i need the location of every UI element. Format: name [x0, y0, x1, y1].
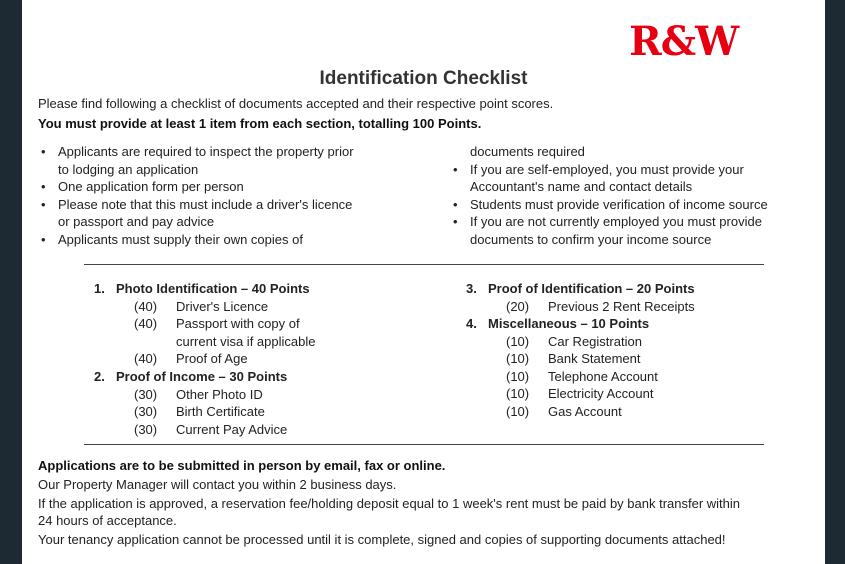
list-item — [466, 298, 695, 316]
item-points: (40) — [134, 298, 158, 314]
footer-line: Our Property Manager will contact you within 2 business days. — [38, 477, 397, 492]
intro — [38, 94, 553, 134]
bullet-item: • Please note that this must include a driver's licence — [38, 196, 398, 214]
section-heading — [466, 315, 658, 333]
page-title: Identification Checklist — [319, 68, 528, 89]
section-number: 4. — [466, 316, 477, 331]
bullet-item: • Applicants are required to inspect the property prior — [38, 143, 398, 161]
rw-logo: R&W — [629, 18, 739, 65]
list-item — [94, 315, 315, 333]
bullet-item-continued: documents required — [470, 144, 585, 159]
section-heading — [94, 368, 287, 386]
section-photo-identification — [94, 280, 315, 368]
item-points: (10) — [506, 333, 530, 349]
item-text: Car Registration — [548, 333, 642, 349]
bullet-item: • Applicants must supply their own copies of — [38, 231, 398, 249]
item-text: Telephone Account — [548, 368, 658, 384]
list-item — [466, 403, 658, 421]
section-miscellaneous — [466, 315, 658, 420]
bullet-item-continued: Accountant's name and contact details — [470, 179, 693, 194]
bullet-item-continued: or passport and pay advice — [58, 214, 215, 229]
section-proof-of-identification — [466, 280, 695, 315]
list-item — [466, 368, 658, 386]
item-points: (30) — [134, 421, 158, 437]
bullet-item: • If you are self-employed, you must provide your — [450, 161, 820, 179]
intro-line: Please find following a checklist of documents accepted and their respective point scores. — [38, 96, 554, 111]
section-title: Proof of Income – 30 Points — [116, 369, 288, 384]
submission-note: Applications are to be submitted in person by email, fax or online. — [38, 458, 446, 473]
section-title: Photo Identification – 40 Points — [116, 281, 310, 296]
list-item — [466, 333, 658, 351]
item-points: (20) — [506, 298, 530, 314]
item-text: Driver's Licence — [176, 298, 269, 314]
divider-top — [84, 264, 764, 265]
section-title: Miscellaneous – 10 Points — [488, 316, 650, 331]
item-text: Passport with copy of — [176, 316, 300, 331]
section-number: 2. — [94, 369, 105, 384]
bullet-list-left — [38, 143, 398, 248]
footer-line: 24 hours of acceptance. — [38, 513, 177, 528]
item-text: Electricity Account — [548, 386, 654, 401]
bullet-list-right — [450, 143, 820, 248]
list-item — [466, 385, 658, 403]
bullet-item: • Students must provide verification of income source — [450, 196, 820, 214]
item-points: (40) — [134, 316, 158, 331]
list-item — [466, 350, 658, 368]
list-item — [94, 403, 287, 421]
item-points: (10) — [506, 403, 530, 419]
item-text: Birth Certificate — [176, 404, 265, 419]
list-item — [94, 421, 287, 439]
item-text: Previous 2 Rent Receipts — [548, 298, 695, 314]
item-points: (10) — [506, 386, 530, 401]
item-text: Current Pay Advice — [176, 421, 288, 437]
section-title: Proof of Identification – 20 Points — [488, 281, 695, 296]
item-text: Gas Account — [548, 403, 622, 419]
list-item — [94, 333, 315, 351]
section-proof-of-income — [94, 368, 287, 438]
item-points: (10) — [506, 351, 530, 366]
item-text: current visa if applicable — [176, 333, 316, 349]
bullet-item-continued: to lodging an application — [58, 161, 199, 177]
item-text: Other Photo ID — [176, 386, 263, 402]
section-heading — [466, 280, 695, 298]
item-points: (30) — [134, 386, 158, 402]
bullet-item: • If you are not currently employed you must provide — [450, 213, 820, 231]
bullet-item-continued: documents to confirm your income source — [470, 231, 712, 247]
intro-requirement: You must provide at least 1 item from each section, totalling 100 Points. — [38, 116, 482, 131]
item-text: Proof of Age — [176, 351, 248, 366]
item-points: (10) — [506, 368, 530, 384]
checklist-document — [22, 0, 825, 564]
section-number: 3. — [466, 281, 477, 296]
section-heading — [94, 280, 315, 298]
item-points: (30) — [134, 404, 158, 419]
item-text: Bank Statement — [548, 351, 641, 366]
bullet-item: • One application form per person — [38, 178, 398, 196]
item-points: (40) — [134, 351, 158, 366]
footer-line: If the application is approved, a reservation fee/holding deposit equal to 1 week's rent must be paid by bank transfer within — [38, 496, 741, 511]
divider-bottom — [84, 444, 764, 445]
list-item — [94, 350, 315, 368]
footer-line: Your tenancy application cannot be processed until it is complete, signed and copies of supporting documents attached! — [38, 532, 726, 547]
list-item — [94, 386, 287, 404]
footer-notes — [38, 456, 828, 549]
section-number: 1. — [94, 281, 105, 296]
list-item — [94, 298, 315, 316]
